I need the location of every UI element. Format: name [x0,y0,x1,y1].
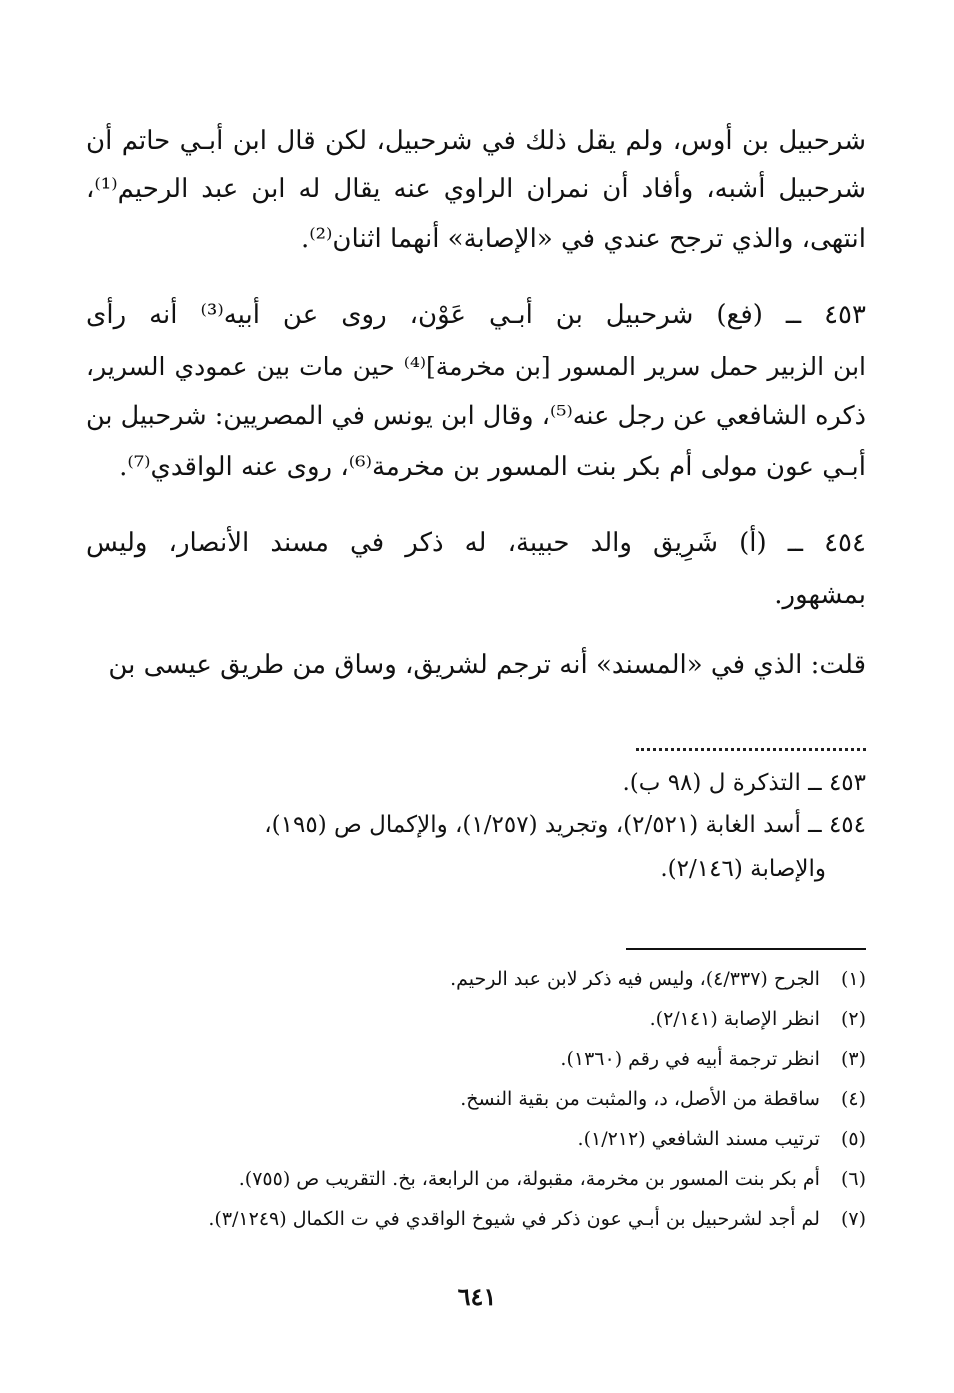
text-line: شرحبيل بن أوس، ولم يقل ذلك في شرحبيل، لكن قال ابن أبـي حاتم أن [86,126,866,156]
footnote-number: (٢) [840,1008,866,1030]
footnote-text: أم بكر بنت المسور بن مخرمة، مقبولة، من الرابعة، بخ. التقريب ص (٧٥٥). [238,1168,820,1190]
footnote-number: (١) [840,968,866,990]
text-line: انتهى، والذي ترجح عندي في «الإصابة» أنهما اثنان⁽²⁾. [300,224,866,254]
footnote-text: انظر الإصابة (٢/١٤١). [649,1008,820,1030]
footnote-number: (٧) [840,1208,866,1230]
footnote [86,968,866,990]
footnote [86,1168,866,1190]
footnote-text: لم أجد لشرحبيل بن أبـي عون ذكر في شيوخ الواقدي في ت الكمال (٣/١٢٤٩). [208,1208,820,1230]
footnote-number: (٦) [840,1168,866,1190]
footnote [86,1088,866,1110]
text-line: ابن الزبير حمل سرير المسور [بن مخرمة]⁽⁴⁾ حين مات بين عمودي السرير، [86,352,866,381]
text-line: قلت: الذي في «المسند» أنه ترجم لشريق، وساق من طريق عيسى بن [108,650,866,680]
footnote-number: (٥) [840,1128,866,1150]
page-number: ٦٤١ [457,1282,497,1311]
footnote [86,1208,866,1230]
footnote [86,1048,866,1070]
footnote-number: (٣) [840,1048,866,1070]
footnote [86,1128,866,1150]
footnote-text: ساقطة من الأصل، د، والمثبت من بقية النسخ. [460,1088,820,1110]
footnote [86,1008,866,1030]
text-line: أبـي عون مولى أم بكر بنت المسور بن مخرمة⁽⁶⁾، روى عنه الواقدي⁽⁷⁾. [119,452,866,482]
footnote-text: الجرح (٤/٣٣٧)، وليس فيه ذكر لابن عبد الرحيم. [450,968,820,990]
reference-line: ٤٥٣ ــ التذكرة ل (٩٨ ب). [622,770,866,796]
reference-line: ٤٥٤ ــ أسد الغابة (٢/٥٢١)، وتجريد (١/٢٥٧)، والإكمال ص (١٩٥)، [264,812,866,838]
entry-454-line: ٤٥٤ ــ (أ) شَرِيق والد حبيبة، له ذكر في مسند الأنصار، وليس [86,528,866,558]
footnote-text: ترتيب مسند الشافعي (١/٢١٢). [577,1128,820,1150]
entry-453-line: ٤٥٣ ــ (فع) شرحبيل بن أبـي عَوْن، روى عن أبيه⁽³⁾ أنه رأى [86,300,866,330]
dotted-separator [636,736,866,751]
text-line: ذكره الشافعي عن رجل عنه⁽⁵⁾، وقال ابن يونس في المصريين: شرحبيل بن [86,401,867,431]
footnote-number: (٤) [840,1088,866,1110]
footnote-rule [626,948,866,950]
text-line: بمشهور. [774,580,866,610]
reference-line: والإصابة (٢/١٤٦). [660,856,826,882]
footnote-text: انظر ترجمة أبيه في رقم (١٣٦٠). [560,1048,820,1070]
text-line: شرحبيل أشبه، وأفاد أن نمران الراوي عنه يقال له ابن عبد الرحيم⁽¹⁾، [86,174,866,204]
